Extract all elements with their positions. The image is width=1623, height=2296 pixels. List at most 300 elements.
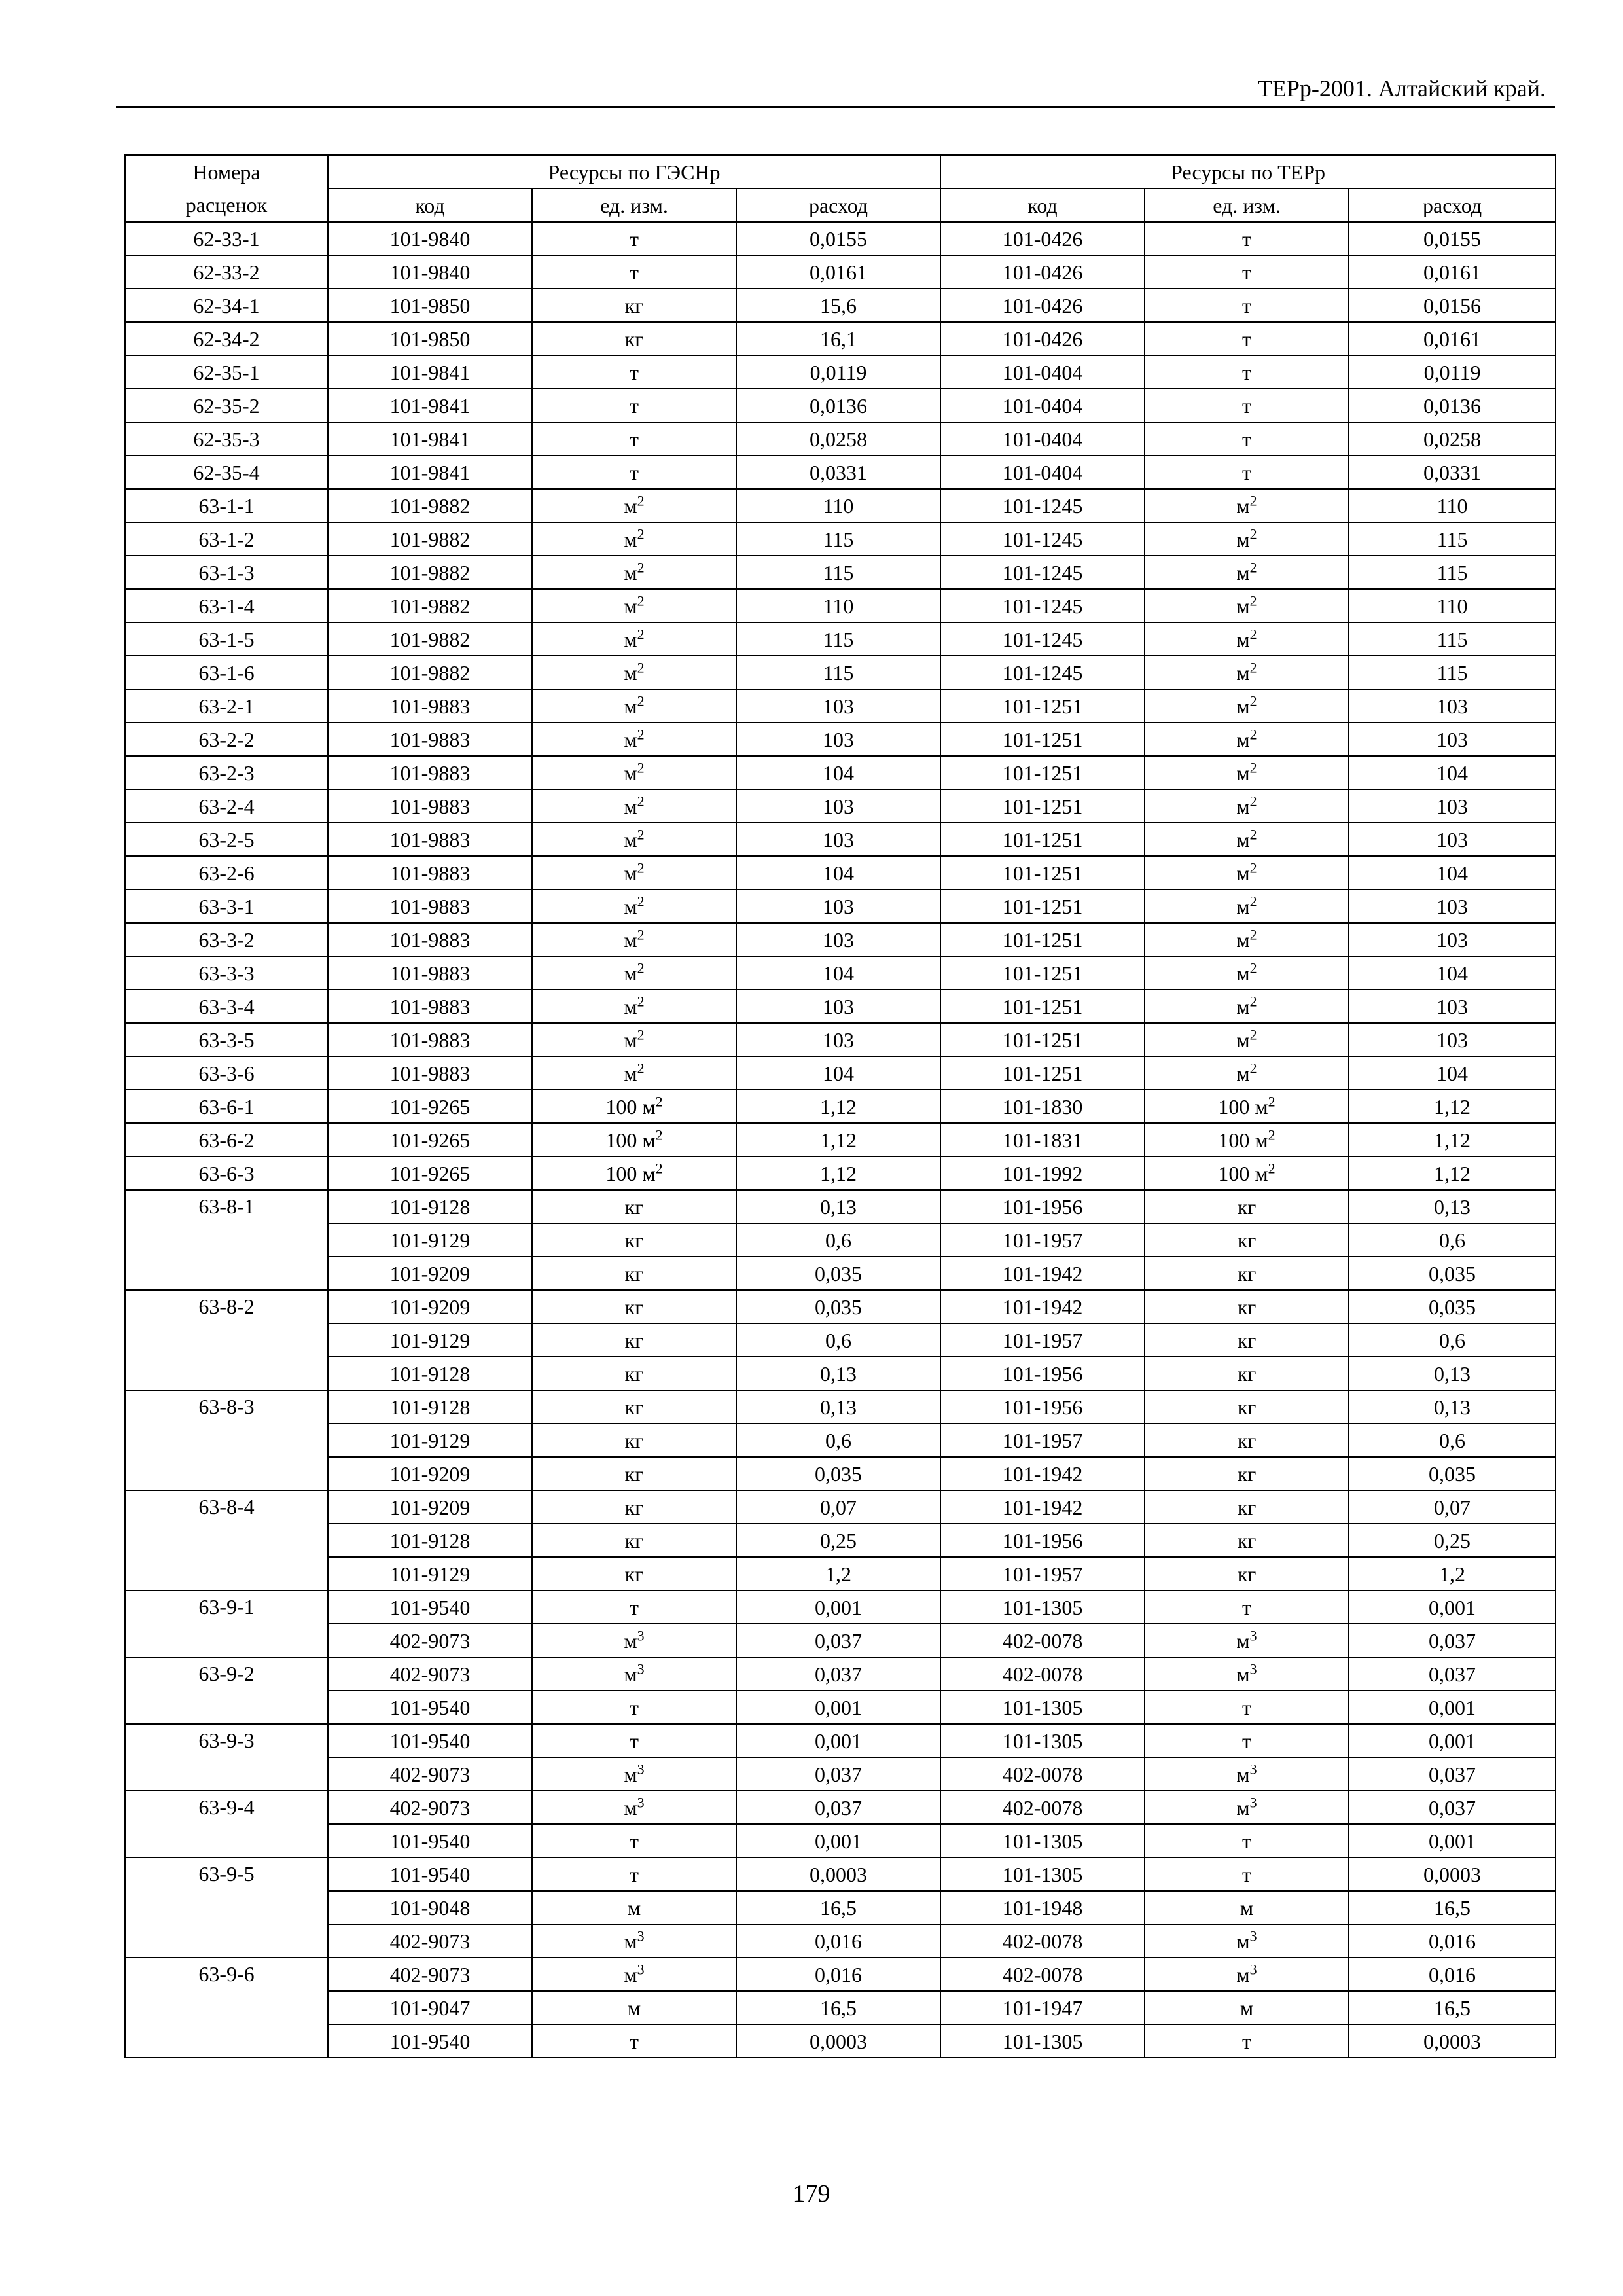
- gesn-code-cell: 101-9883: [328, 723, 532, 756]
- ter-consumption-cell: 104: [1349, 756, 1556, 789]
- header-ter-consumption: расход: [1349, 188, 1556, 222]
- ter-code-cell: 101-1305: [940, 2024, 1145, 2058]
- ter-unit-cell: т: [1145, 422, 1349, 456]
- ter-unit-cell: 100 $м^2$: [1145, 1157, 1349, 1190]
- gesn-consumption-cell: 0,035: [736, 1257, 940, 1290]
- gesn-consumption-cell: 0,035: [736, 1457, 940, 1490]
- ter-consumption-cell: 110: [1349, 489, 1556, 522]
- ter-code-cell: 101-1251: [940, 889, 1145, 923]
- gesn-code-cell: 101-9840: [328, 222, 532, 255]
- gesn-code-cell: 402-9073: [328, 1624, 532, 1657]
- ter-unit-cell: $м^3$: [1145, 1924, 1349, 1958]
- gesn-code-cell: 101-9883: [328, 789, 532, 823]
- gesn-unit-cell: т: [532, 1590, 736, 1624]
- ter-unit-cell: т: [1145, 222, 1349, 255]
- rate-number-cell: 62-35-4: [125, 456, 328, 489]
- gesn-code-cell: 101-9209: [328, 1257, 532, 1290]
- gesn-code-cell: 101-9883: [328, 889, 532, 923]
- gesn-consumption-cell: 104: [736, 1056, 940, 1090]
- gesn-consumption-cell: 0,0119: [736, 355, 940, 389]
- gesn-code-cell: 101-9883: [328, 856, 532, 889]
- gesn-consumption-cell: 103: [736, 923, 940, 956]
- ter-consumption-cell: 103: [1349, 823, 1556, 856]
- gesn-unit-cell: кг: [532, 289, 736, 322]
- ter-unit-cell: $м^2$: [1145, 556, 1349, 589]
- gesn-unit-cell: т: [532, 456, 736, 489]
- gesn-unit-cell: т: [532, 1824, 736, 1857]
- ter-consumption-cell: 0,037: [1349, 1791, 1556, 1824]
- ter-unit-cell: 100 $м^2$: [1145, 1090, 1349, 1123]
- gesn-unit-cell: кг: [532, 1390, 736, 1424]
- ter-code-cell: 101-1956: [940, 1390, 1145, 1424]
- gesn-consumption-cell: 115: [736, 522, 940, 556]
- rate-number-cell: 63-8-1: [125, 1190, 328, 1290]
- gesn-unit-cell: кг: [532, 1424, 736, 1457]
- rate-number-cell: 63-9-5: [125, 1857, 328, 1958]
- gesn-unit-cell: кг: [532, 1357, 736, 1390]
- gesn-unit-cell: кг: [532, 1490, 736, 1524]
- rate-number-cell: 63-1-4: [125, 589, 328, 622]
- gesn-code-cell: 101-9882: [328, 522, 532, 556]
- gesn-consumption-cell: 0,07: [736, 1490, 940, 1524]
- ter-unit-cell: $м^2$: [1145, 756, 1349, 789]
- ter-unit-cell: $м^2$: [1145, 856, 1349, 889]
- table-row: [125, 756, 1556, 789]
- gesn-unit-cell: 100 $м^2$: [532, 1157, 736, 1190]
- ter-code-cell: 101-1831: [940, 1123, 1145, 1157]
- ter-consumption-cell: 110: [1349, 589, 1556, 622]
- rate-number-cell: 62-35-3: [125, 422, 328, 456]
- ter-code-cell: 101-1956: [940, 1190, 1145, 1223]
- ter-consumption-cell: 0,0003: [1349, 1857, 1556, 1891]
- ter-consumption-cell: 0,001: [1349, 1724, 1556, 1757]
- header-ter-resources: Ресурсы по ТЕРр: [940, 155, 1556, 188]
- table-row: [125, 422, 1556, 456]
- gesn-consumption-cell: 0,0258: [736, 422, 940, 456]
- rate-number-cell: 63-9-1: [125, 1590, 328, 1657]
- gesn-consumption-cell: 0,001: [736, 1824, 940, 1857]
- ter-unit-cell: кг: [1145, 1257, 1349, 1290]
- ter-unit-cell: $м^2$: [1145, 689, 1349, 723]
- ter-unit-cell: кг: [1145, 1190, 1349, 1223]
- ter-unit-cell: т: [1145, 1691, 1349, 1724]
- ter-unit-cell: м: [1145, 1991, 1349, 2024]
- gesn-code-cell: 101-9540: [328, 1857, 532, 1891]
- gesn-unit-cell: 100 $м^2$: [532, 1123, 736, 1157]
- table-row: [125, 1891, 1556, 1924]
- ter-unit-cell: т: [1145, 322, 1349, 355]
- gesn-unit-cell: 100 $м^2$: [532, 1090, 736, 1123]
- rate-number-cell: 63-6-3: [125, 1157, 328, 1190]
- rate-number-cell: 63-2-4: [125, 789, 328, 823]
- ter-consumption-cell: 104: [1349, 1056, 1556, 1090]
- gesn-consumption-cell: 0,13: [736, 1390, 940, 1424]
- gesn-consumption-cell: 0,037: [736, 1624, 940, 1657]
- ter-code-cell: 101-0404: [940, 422, 1145, 456]
- gesn-code-cell: 101-9209: [328, 1457, 532, 1490]
- gesn-code-cell: 101-9047: [328, 1991, 532, 2024]
- table-row: [125, 789, 1556, 823]
- header-gesn-resources: Ресурсы по ГЭСНр: [328, 155, 940, 188]
- table-row: [125, 1357, 1556, 1390]
- gesn-consumption-cell: 0,035: [736, 1290, 940, 1323]
- gesn-unit-cell: т: [532, 255, 736, 289]
- gesn-unit-cell: т: [532, 389, 736, 422]
- gesn-unit-cell: $м^2$: [532, 489, 736, 522]
- gesn-consumption-cell: 0,016: [736, 1924, 940, 1958]
- table-row: [125, 1924, 1556, 1958]
- ter-consumption-cell: 16,5: [1349, 1991, 1556, 2024]
- table-row: [125, 1157, 1556, 1190]
- gesn-unit-cell: т: [532, 1724, 736, 1757]
- ter-unit-cell: $м^2$: [1145, 789, 1349, 823]
- gesn-code-cell: 101-9540: [328, 1691, 532, 1724]
- gesn-code-cell: 101-9882: [328, 622, 532, 656]
- rate-number-cell: 63-8-4: [125, 1490, 328, 1590]
- ter-unit-cell: т: [1145, 456, 1349, 489]
- gesn-unit-cell: $м^3$: [532, 1958, 736, 1991]
- gesn-unit-cell: м: [532, 1891, 736, 1924]
- header-gesn-unit: ед. изм.: [532, 188, 736, 222]
- rate-number-cell: 63-9-3: [125, 1724, 328, 1791]
- gesn-unit-cell: м: [532, 1991, 736, 2024]
- ter-consumption-cell: 0,016: [1349, 1958, 1556, 1991]
- ter-code-cell: 101-1957: [940, 1223, 1145, 1257]
- ter-unit-cell: $м^2$: [1145, 656, 1349, 689]
- gesn-consumption-cell: 0,0003: [736, 1857, 940, 1891]
- gesn-unit-cell: $м^2$: [532, 656, 736, 689]
- ter-unit-cell: $м^2$: [1145, 522, 1349, 556]
- rate-number-cell: 63-1-3: [125, 556, 328, 589]
- gesn-unit-cell: кг: [532, 322, 736, 355]
- ter-unit-cell: т: [1145, 289, 1349, 322]
- gesn-code-cell: 402-9073: [328, 1657, 532, 1691]
- ter-unit-cell: кг: [1145, 1390, 1349, 1424]
- gesn-consumption-cell: 0,6: [736, 1424, 940, 1457]
- gesn-unit-cell: кг: [532, 1457, 736, 1490]
- gesn-consumption-cell: 110: [736, 489, 940, 522]
- gesn-unit-cell: $м^3$: [532, 1791, 736, 1824]
- ter-code-cell: 101-0426: [940, 222, 1145, 255]
- gesn-consumption-cell: 0,0003: [736, 2024, 940, 2058]
- ter-code-cell: 101-1251: [940, 789, 1145, 823]
- header-rate-number-line2: расценок: [125, 188, 328, 222]
- gesn-code-cell: 402-9073: [328, 1757, 532, 1791]
- gesn-code-cell: 101-9883: [328, 1056, 532, 1090]
- rate-number-cell: 63-1-6: [125, 656, 328, 689]
- ter-unit-cell: кг: [1145, 1490, 1349, 1524]
- rate-number-cell: 63-9-4: [125, 1791, 328, 1857]
- table-row: [125, 255, 1556, 289]
- table-header: [125, 155, 1556, 222]
- gesn-consumption-cell: 1,12: [736, 1157, 940, 1190]
- ter-code-cell: 101-1245: [940, 656, 1145, 689]
- gesn-code-cell: 101-9128: [328, 1524, 532, 1557]
- table-row: [125, 1190, 1556, 1223]
- ter-code-cell: 101-1245: [940, 522, 1145, 556]
- ter-unit-cell: т: [1145, 389, 1349, 422]
- table-row: [125, 1424, 1556, 1457]
- gesn-consumption-cell: 15,6: [736, 289, 940, 322]
- ter-consumption-cell: 0,0119: [1349, 355, 1556, 389]
- ter-consumption-cell: 0,13: [1349, 1190, 1556, 1223]
- table-row: [125, 456, 1556, 489]
- gesn-unit-cell: кг: [532, 1190, 736, 1223]
- ter-consumption-cell: 103: [1349, 789, 1556, 823]
- gesn-unit-cell: $м^3$: [532, 1624, 736, 1657]
- table-row: [125, 1390, 1556, 1424]
- ter-consumption-cell: 0,035: [1349, 1290, 1556, 1323]
- ter-unit-cell: $м^2$: [1145, 1023, 1349, 1056]
- gesn-unit-cell: кг: [532, 1323, 736, 1357]
- rate-number-cell: 63-3-6: [125, 1056, 328, 1090]
- ter-code-cell: 101-1942: [940, 1290, 1145, 1323]
- gesn-consumption-cell: 0,13: [736, 1357, 940, 1390]
- table-row: [125, 1223, 1556, 1257]
- gesn-unit-cell: $м^2$: [532, 889, 736, 923]
- ter-code-cell: 101-0426: [940, 322, 1145, 355]
- ter-consumption-cell: 0,037: [1349, 1757, 1556, 1791]
- table-row: [125, 856, 1556, 889]
- ter-code-cell: 101-1245: [940, 556, 1145, 589]
- ter-consumption-cell: 0,037: [1349, 1624, 1556, 1657]
- ter-code-cell: 101-1251: [940, 1056, 1145, 1090]
- gesn-consumption-cell: 104: [736, 956, 940, 990]
- gesn-unit-cell: т: [532, 422, 736, 456]
- ter-code-cell: 101-1251: [940, 956, 1145, 990]
- ter-unit-cell: $м^2$: [1145, 923, 1349, 956]
- table-row: [125, 1824, 1556, 1857]
- page-header: [116, 71, 1555, 108]
- table-row: [125, 1056, 1556, 1090]
- table-row: [125, 1958, 1556, 1991]
- gesn-code-cell: 101-9882: [328, 589, 532, 622]
- gesn-code-cell: 101-9540: [328, 1590, 532, 1624]
- gesn-consumption-cell: 0,001: [736, 1691, 940, 1724]
- ter-code-cell: 101-0404: [940, 389, 1145, 422]
- gesn-unit-cell: т: [532, 222, 736, 255]
- gesn-consumption-cell: 16,5: [736, 1891, 940, 1924]
- gesn-unit-cell: $м^2$: [532, 923, 736, 956]
- table-row: [125, 1524, 1556, 1557]
- rate-number-cell: 62-33-2: [125, 255, 328, 289]
- gesn-code-cell: 101-9883: [328, 823, 532, 856]
- rate-number-cell: 62-33-1: [125, 222, 328, 255]
- ter-code-cell: 101-1957: [940, 1557, 1145, 1590]
- rate-number-cell: 63-2-5: [125, 823, 328, 856]
- gesn-code-cell: 402-9073: [328, 1924, 532, 1958]
- ter-code-cell: 402-0078: [940, 1624, 1145, 1657]
- gesn-unit-cell: т: [532, 1691, 736, 1724]
- gesn-unit-cell: $м^2$: [532, 823, 736, 856]
- gesn-code-cell: 101-9841: [328, 456, 532, 489]
- table-row: [125, 1090, 1556, 1123]
- ter-unit-cell: т: [1145, 1857, 1349, 1891]
- ter-unit-cell: $м^3$: [1145, 1791, 1349, 1824]
- gesn-code-cell: 101-9209: [328, 1290, 532, 1323]
- gesn-consumption-cell: 0,0155: [736, 222, 940, 255]
- ter-consumption-cell: 0,13: [1349, 1357, 1556, 1390]
- ter-unit-cell: кг: [1145, 1357, 1349, 1390]
- table-row: [125, 389, 1556, 422]
- ter-consumption-cell: 0,016: [1349, 1924, 1556, 1958]
- table-row: [125, 1657, 1556, 1691]
- ter-code-cell: 101-0404: [940, 355, 1145, 389]
- gesn-unit-cell: кг: [532, 1223, 736, 1257]
- gesn-consumption-cell: 0,25: [736, 1524, 940, 1557]
- gesn-code-cell: 101-9841: [328, 355, 532, 389]
- ter-consumption-cell: 104: [1349, 856, 1556, 889]
- ter-unit-cell: кг: [1145, 1424, 1349, 1457]
- gesn-consumption-cell: 103: [736, 1023, 940, 1056]
- table-row: [125, 1624, 1556, 1657]
- table-row: [125, 556, 1556, 589]
- gesn-unit-cell: $м^3$: [532, 1757, 736, 1791]
- table-row: [125, 1457, 1556, 1490]
- ter-unit-cell: $м^3$: [1145, 1624, 1349, 1657]
- gesn-consumption-cell: 0,13: [736, 1190, 940, 1223]
- ter-unit-cell: т: [1145, 1824, 1349, 1857]
- header-ter-code: код: [940, 188, 1145, 222]
- gesn-code-cell: 402-9073: [328, 1958, 532, 1991]
- table-row: [125, 222, 1556, 255]
- table-row: [125, 990, 1556, 1023]
- table-row: [125, 1257, 1556, 1290]
- ter-code-cell: 101-1957: [940, 1424, 1145, 1457]
- table-row: [125, 1323, 1556, 1357]
- ter-consumption-cell: 0,037: [1349, 1657, 1556, 1691]
- ter-consumption-cell: 16,5: [1349, 1891, 1556, 1924]
- rate-number-cell: 63-2-3: [125, 756, 328, 789]
- gesn-code-cell: 101-9850: [328, 289, 532, 322]
- ter-unit-cell: $м^2$: [1145, 622, 1349, 656]
- gesn-consumption-cell: 103: [736, 823, 940, 856]
- gesn-unit-cell: т: [532, 1857, 736, 1891]
- gesn-unit-cell: $м^2$: [532, 522, 736, 556]
- ter-code-cell: 101-1251: [940, 923, 1145, 956]
- table-row: [125, 923, 1556, 956]
- rate-number-cell: 63-9-6: [125, 1958, 328, 2058]
- gesn-consumption-cell: 0,6: [736, 1323, 940, 1357]
- gesn-unit-cell: $м^2$: [532, 1056, 736, 1090]
- gesn-consumption-cell: 104: [736, 756, 940, 789]
- gesn-consumption-cell: 103: [736, 889, 940, 923]
- ter-consumption-cell: 1,2: [1349, 1557, 1556, 1590]
- rate-number-cell: 63-3-1: [125, 889, 328, 923]
- table-row: [125, 1791, 1556, 1824]
- gesn-unit-cell: $м^2$: [532, 622, 736, 656]
- resources-table: [124, 154, 1556, 2058]
- gesn-code-cell: 101-9128: [328, 1190, 532, 1223]
- gesn-unit-cell: кг: [532, 1290, 736, 1323]
- rate-number-cell: 63-2-2: [125, 723, 328, 756]
- page-number: 179: [793, 2180, 830, 2208]
- ter-consumption-cell: 0,001: [1349, 1590, 1556, 1624]
- ter-code-cell: 101-0426: [940, 289, 1145, 322]
- ter-consumption-cell: 0,035: [1349, 1457, 1556, 1490]
- gesn-code-cell: 101-9540: [328, 1724, 532, 1757]
- table-row: [125, 1691, 1556, 1724]
- gesn-unit-cell: $м^2$: [532, 956, 736, 990]
- gesn-code-cell: 101-9128: [328, 1390, 532, 1424]
- table-row: [125, 889, 1556, 923]
- header-gesn-code: код: [328, 188, 532, 222]
- table-row: [125, 355, 1556, 389]
- ter-consumption-cell: 0,001: [1349, 1691, 1556, 1724]
- gesn-unit-cell: кг: [532, 1257, 736, 1290]
- gesn-unit-cell: $м^2$: [532, 856, 736, 889]
- ter-unit-cell: кг: [1145, 1557, 1349, 1590]
- header-gesn-consumption: расход: [736, 188, 940, 222]
- gesn-code-cell: 101-9840: [328, 255, 532, 289]
- ter-consumption-cell: 1,12: [1349, 1157, 1556, 1190]
- gesn-code-cell: 101-9265: [328, 1157, 532, 1190]
- gesn-unit-cell: кг: [532, 1557, 736, 1590]
- ter-code-cell: 101-1251: [940, 756, 1145, 789]
- gesn-consumption-cell: 110: [736, 589, 940, 622]
- gesn-code-cell: 101-9129: [328, 1323, 532, 1357]
- ter-code-cell: 101-1305: [940, 1857, 1145, 1891]
- gesn-code-cell: 101-9882: [328, 556, 532, 589]
- gesn-code-cell: 101-9883: [328, 1023, 532, 1056]
- gesn-consumption-cell: 0,6: [736, 1223, 940, 1257]
- ter-code-cell: 101-1251: [940, 1023, 1145, 1056]
- rate-number-cell: 63-1-2: [125, 522, 328, 556]
- ter-consumption-cell: 115: [1349, 556, 1556, 589]
- table-row: [125, 289, 1556, 322]
- rate-number-cell: 63-3-3: [125, 956, 328, 990]
- ter-code-cell: 101-1957: [940, 1323, 1145, 1357]
- gesn-unit-cell: $м^2$: [532, 589, 736, 622]
- gesn-consumption-cell: 0,016: [736, 1958, 940, 1991]
- gesn-unit-cell: $м^3$: [532, 1924, 736, 1958]
- gesn-consumption-cell: 0,0331: [736, 456, 940, 489]
- gesn-consumption-cell: 0,0136: [736, 389, 940, 422]
- ter-consumption-cell: 115: [1349, 622, 1556, 656]
- ter-unit-cell: кг: [1145, 1524, 1349, 1557]
- gesn-code-cell: 101-9209: [328, 1490, 532, 1524]
- ter-code-cell: 101-1305: [940, 1824, 1145, 1857]
- ter-code-cell: 402-0078: [940, 1958, 1145, 1991]
- ter-unit-cell: кг: [1145, 1457, 1349, 1490]
- ter-code-cell: 101-1947: [940, 1991, 1145, 2024]
- gesn-consumption-cell: 0,037: [736, 1791, 940, 1824]
- ter-consumption-cell: 103: [1349, 1023, 1556, 1056]
- ter-consumption-cell: 0,0136: [1349, 389, 1556, 422]
- table-row: [125, 522, 1556, 556]
- rate-number-cell: 63-2-1: [125, 689, 328, 723]
- gesn-code-cell: 101-9841: [328, 389, 532, 422]
- header-rate-number-line1: Номера: [125, 155, 328, 188]
- ter-code-cell: 101-0404: [940, 456, 1145, 489]
- ter-consumption-cell: 0,0161: [1349, 255, 1556, 289]
- ter-code-cell: 101-1830: [940, 1090, 1145, 1123]
- gesn-code-cell: 101-9850: [328, 322, 532, 355]
- gesn-consumption-cell: 16,1: [736, 322, 940, 355]
- ter-unit-cell: $м^2$: [1145, 1056, 1349, 1090]
- gesn-unit-cell: $м^2$: [532, 990, 736, 1023]
- gesn-unit-cell: $м^2$: [532, 556, 736, 589]
- table-row: [125, 1023, 1556, 1056]
- ter-consumption-cell: 115: [1349, 522, 1556, 556]
- table-row: [125, 956, 1556, 990]
- gesn-code-cell: 101-9883: [328, 923, 532, 956]
- ter-code-cell: 101-1956: [940, 1357, 1145, 1390]
- ter-unit-cell: $м^2$: [1145, 889, 1349, 923]
- rate-number-cell: 63-3-5: [125, 1023, 328, 1056]
- ter-consumption-cell: 0,0156: [1349, 289, 1556, 322]
- ter-unit-cell: кг: [1145, 1323, 1349, 1357]
